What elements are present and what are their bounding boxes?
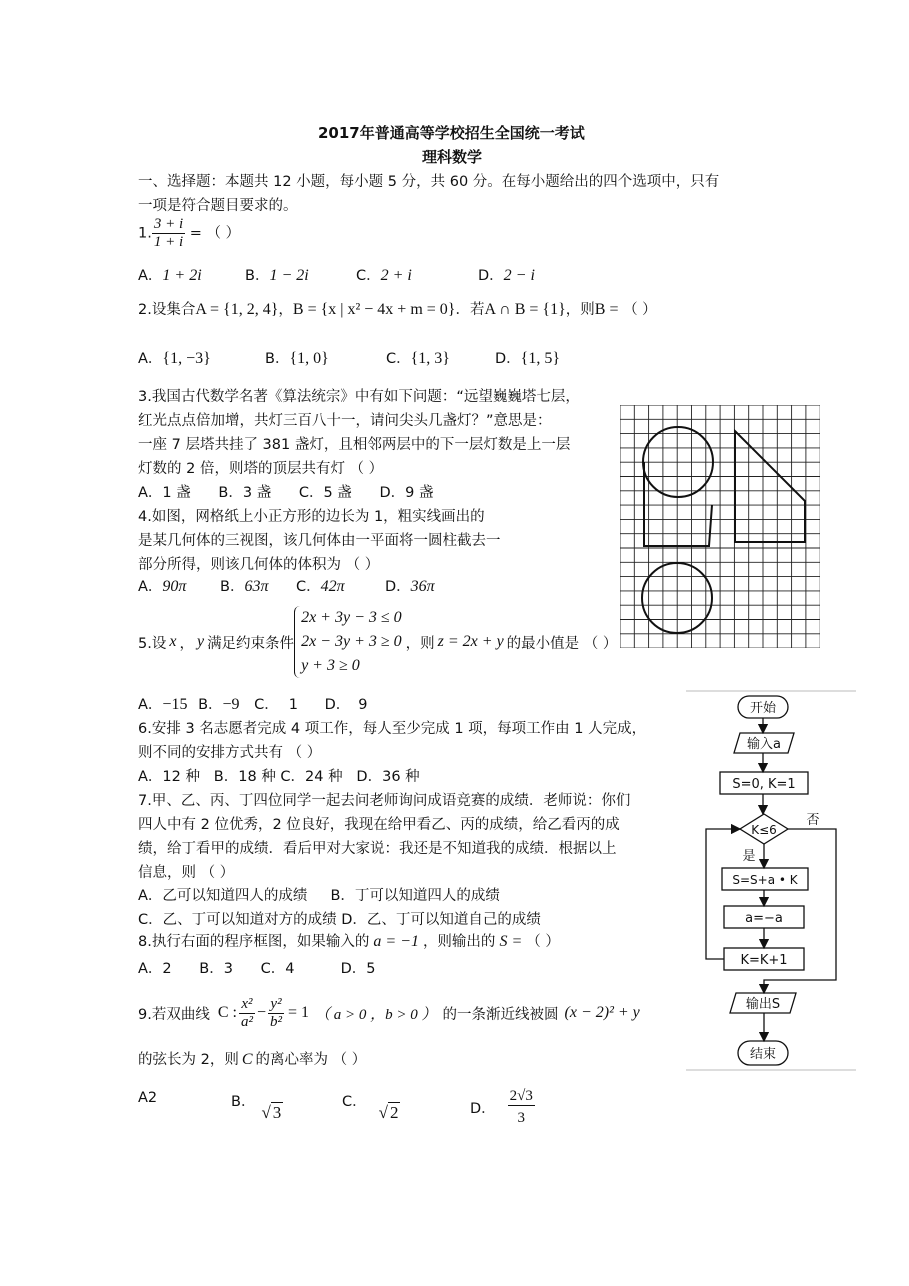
q6-options: A．12 种 B．18 种 C．24 种 D．36 种	[138, 769, 420, 785]
q2-option-b: B．{1, 0}	[265, 350, 329, 367]
q8-options: A．2 B．3 C．4 D．5	[138, 961, 376, 977]
q1-option-b: B．1 − 2i	[245, 267, 309, 284]
flow-yes-label: 是	[742, 849, 756, 864]
flowchart	[686, 690, 858, 1072]
question-1	[138, 216, 240, 251]
flow-step-1-label: S=S+a • K	[732, 873, 798, 887]
q3-line-3: 一座 7 层塔共挂了 381 盏灯，且相邻两层中的下一层灯数是上一层	[138, 437, 571, 453]
q2-set-b: B = {x | x² − 4x + m = 0}	[292, 301, 456, 318]
q5-constraint-system: 2x + 3y − 3 ≤ 0 2x − 3y + 3 ≥ 0 y + 3 ≥ 0	[294, 606, 402, 678]
q4-option-c: C．42π	[296, 578, 345, 595]
q9-option-c: C．√ 2	[342, 1094, 399, 1122]
flow-init-label: S=0, K=1	[732, 777, 796, 792]
q1-option-d: D．2 − i	[478, 267, 535, 284]
q3-line-4: 灯数的 2 倍，则塔的顶层共有灯 （ ）	[138, 461, 384, 477]
q3-line-1: 3.我国古代数学名著《算法统宗》中有如下问题：“远望巍巍塔七层，	[138, 389, 580, 405]
q2-set-a: A = {1, 2, 4}	[195, 301, 279, 318]
q2-option-d: D．{1, 5}	[495, 350, 561, 367]
q9-option-a: A2	[138, 1090, 158, 1106]
flow-end-label: 结束	[749, 1047, 777, 1062]
q7-line-4: 信息，则 （ ）	[138, 865, 235, 881]
question-2: 2.设集合A = {1, 2, 4}，B = {x | x² − 4x + m = 0}．若A ∩ B = {1}，则B = （ ）	[138, 301, 657, 318]
q7-line-2: 四人中有 2 位优秀，2 位良好，我现在给甲看乙、丙的成绩，给乙看丙的成	[138, 817, 620, 833]
q5-options: A．−15 B．−9 C． 1 D． 9	[138, 696, 368, 713]
flow-no-label: 否	[806, 813, 820, 828]
q4-line-3: 部分所得，则该几何体的体积为 （ ）	[138, 557, 380, 573]
flow-condition-label: K≤6	[751, 823, 777, 837]
flow-input-label: 输入a	[747, 737, 781, 752]
q1-tail: = （ ）	[189, 225, 241, 242]
flow-step-3-label: K=K+1	[740, 953, 788, 968]
section-intro-line-1: 一、选择题：本题共 12 小题，每小题 5 分，共 60 分。在每小题给出的四个选项中，只有	[138, 174, 720, 190]
q2-option-c: C．{1, 3}	[386, 350, 450, 367]
q7-options-ab: A．乙可以知道四人的成绩 B．丁可以知道四人的成绩	[138, 888, 500, 904]
q9-line-2: 的弦长为 2，则 C 的离心率为 （ ）	[138, 1051, 367, 1068]
q7-options-cd: C．乙、丁可以知道对方的成绩 D．乙、丁可以知道自己的成绩	[138, 912, 541, 928]
q2-condition: A ∩ B = {1}	[484, 301, 566, 318]
question-5: 5.设 x ， y 满足约束条件 2x + 3y − 3 ≤ 0 2x − 3y + 3 ≥ 0 y + 3 ≥ 0 ，则 z = 2x + y 的最小值是 （ ）	[138, 598, 617, 686]
q1-option-a: A．1 + 2i	[138, 267, 202, 284]
question-8: 8.执行右面的程序框图，如果输入的 a = −1 ，则输出的 S = （ ）	[138, 933, 560, 950]
q2-option-a: A．{1, −3}	[138, 350, 211, 367]
question-9: 9.若双曲线 C : $\frac{\text{x²}}{\text{a²}}$ − $\frac{\text{y²}}{\text{b²}}$ = 1 （ a > 0 ，b > 0 ） 的一条渐近线被圆 (x − 2)² + y	[138, 995, 640, 1030]
q9-option-b: B．√ 3	[231, 1094, 282, 1122]
page-title: 2017年普通高等学校招生全国统一考试	[318, 124, 585, 142]
q7-line-1: 7.甲、乙、丙、丁四位同学一起去问老师询问成语竞赛的成绩．老师说：你们	[138, 793, 631, 809]
q6-line-1: 6.安排 3 名志愿者完成 4 项工作，每人至少完成 1 项，每项工作由 1 人完成，	[138, 721, 647, 737]
q1-fraction: $\frac{3 + i}{1 + i}$	[153, 216, 184, 250]
three-view-figure	[620, 405, 820, 648]
q4-line-2: 是某几何体的三视图，该几何体由一平面将一圆柱截去一	[138, 533, 501, 549]
q6-line-2: 则不同的安排方式共有 （ ）	[138, 745, 322, 761]
q4-option-b: B．63π	[220, 578, 269, 595]
page-subtitle: 理科数学	[422, 148, 483, 166]
q9-option-d: D． $\frac{2√3}{3}$	[470, 1088, 533, 1126]
q7-line-3: 绩，给丁看甲的成绩．看后甲对大家说：我还是不知道我的成绩．根据以上	[138, 841, 617, 857]
flow-output-label: 输出S	[745, 997, 781, 1012]
q4-option-d: D．36π	[385, 578, 435, 595]
flow-step-2-label: a=−a	[745, 911, 783, 926]
q3-options: A．1 盏 B．3 盏 C．5 盏 D．9 盏	[138, 485, 434, 501]
q4-option-a: A．90π	[138, 578, 187, 595]
q3-line-2: 红光点点倍加增，共灯三百八十一，请问尖头几盏灯？”意思是：	[138, 413, 552, 429]
flow-start-label: 开始	[749, 701, 777, 716]
section-intro-line-2: 一项是符合题目要求的。	[138, 198, 298, 214]
q4-line-1: 4.如图，网格纸上小正方形的边长为 1，粗实线画出的	[138, 509, 485, 525]
q1-number: 1.	[138, 225, 152, 242]
q1-option-c: C．2 + i	[356, 267, 412, 284]
